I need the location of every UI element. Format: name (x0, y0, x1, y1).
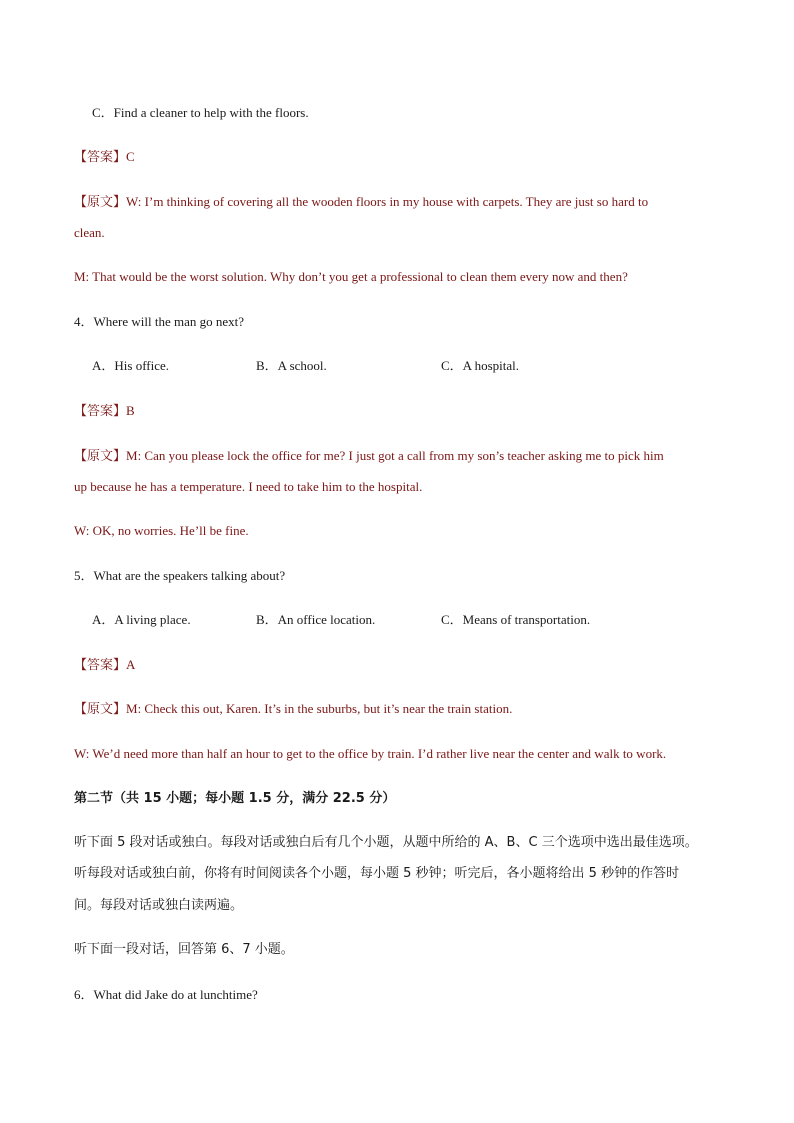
q5-option-a: A．A living place. (92, 612, 191, 627)
section2-heading: 第二节（共 15 小题；每小题 1.5 分，满分 22.5 分） (74, 791, 396, 806)
q4-answer (74, 402, 135, 421)
q4-transcript-line1 (74, 447, 664, 466)
q5-transcript-line1 (74, 700, 512, 719)
q5-answer (74, 656, 135, 675)
section2-dialog-intro: 听下面一段对话，回答第 6、7 小题。 (74, 942, 294, 957)
q3-transcript-line2: clean. (74, 225, 105, 240)
q6-question: 6．What did Jake do at lunchtime? (74, 987, 258, 1002)
answer-label: 【答案】 (74, 658, 127, 673)
q4-option-a: A．His office. (92, 358, 170, 373)
q5-option-b: B．An office location. (256, 612, 376, 627)
answer-label: 【答案】 (74, 150, 127, 165)
transcript-text: M: Can you please lock the office for me? I just got a call from my son’s teacher asking me to pick him (126, 448, 664, 463)
transcript-label: 【原文】 (74, 449, 127, 464)
q3-transcript-line3: M: That would be the worst solution. Why don’t you get a professional to clean them every now and then? (74, 269, 628, 284)
q4-option-b: B．A school. (256, 358, 327, 373)
transcript-text: W: I’m thinking of covering all the wooden floors in my house with carpets. They are just so hard to (126, 194, 649, 209)
answer-value: C (126, 149, 135, 164)
answer-value: B (126, 403, 135, 418)
transcript-label: 【原文】 (74, 702, 127, 717)
answer-label: 【答案】 (74, 404, 127, 419)
q3-answer (74, 148, 135, 167)
q5-transcript-line2: W: We’d need more than half an hour to get to the office by train. I’d rather live near the center and walk to work. (74, 746, 667, 761)
q3-option-c: C．Find a cleaner to help with the floors. (92, 105, 309, 120)
q5-option-c: C．Means of transportation. (441, 612, 591, 627)
transcript-label: 【原文】 (74, 195, 127, 210)
q3-transcript-line1 (74, 193, 648, 212)
q4-question: 4．Where will the man go next? (74, 314, 245, 329)
q5-question: 5．What are the speakers talking about? (74, 568, 286, 583)
q4-transcript-line2: up because he has a temperature. I need to take him to the hospital. (74, 479, 423, 494)
answer-value: A (126, 657, 136, 672)
q4-option-c: C．A hospital. (441, 358, 520, 373)
q4-transcript-line3: W: OK, no worries. He’ll be fine. (74, 523, 249, 538)
transcript-text: M: Check this out, Karen. It’s in the suburbs, but it’s near the train station. (126, 701, 513, 716)
section2-instructions-line2: 听每段对话或独白前，你将有时间阅读各个小题，每小题 5 秒钟；听完后，各小题将给出 5 秒钟的作答时 (74, 866, 680, 881)
section2-instructions-line3: 间。每段对话或独白读两遍。 (74, 898, 244, 913)
section2-instructions-line1: 听下面 5 段对话或独白。每段对话或独白后有几个小题，从题中所给的 A、B、C 三个选项中选出最佳选项。 (74, 835, 698, 850)
